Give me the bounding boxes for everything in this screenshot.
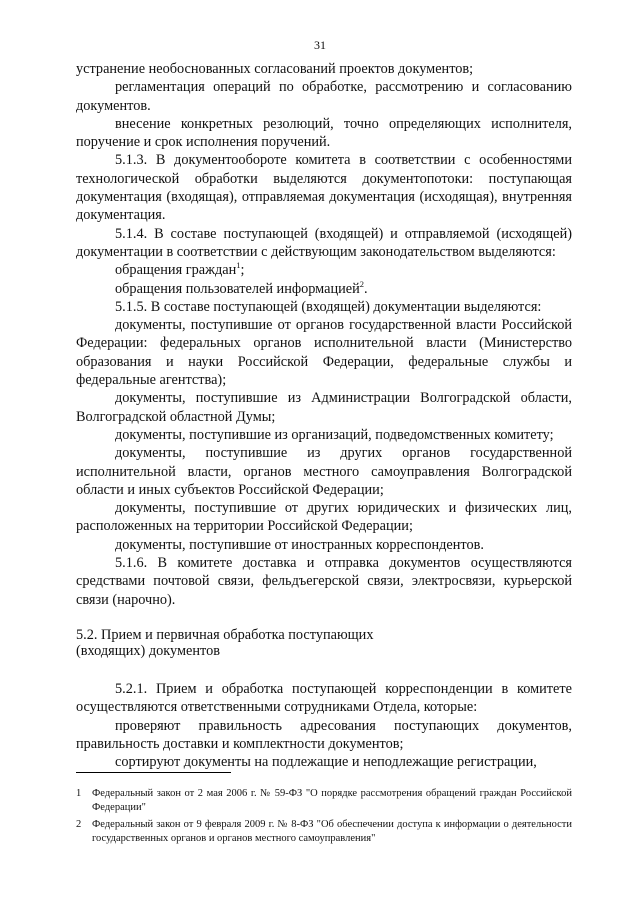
footnote-ref[interactable]: 2 — [359, 278, 365, 289]
paragraph: документы, поступившие от органов государственной власти Российской Федерации: федеральных органов исполнительной власти (Министерство образования и науки Российской Федерации, федеральные службы и федеральные агентства); — [76, 317, 572, 389]
paragraph-with-footnote — [76, 261, 572, 279]
footnote — [76, 787, 572, 814]
paragraph: 5.2.1. Прием и обработка поступающей корреспонденции в комитете осуществляются ответственными сотрудниками Отдела, которые: — [76, 680, 572, 716]
paragraph-punct: . — [364, 280, 368, 297]
paragraph-text: обращения граждан — [115, 262, 237, 279]
paragraph: 5.1.4. В составе поступающей (входящей) и отправляемой (исходящей) документации в соответствии с действующим законодательством выделяются: — [76, 225, 572, 260]
paragraph: документы, поступившие из организаций, подведомственных комитету; — [115, 426, 554, 443]
document-body — [76, 60, 572, 771]
paragraph: 5.1.3. В документообороте комитета в соответствии с особенностями технологической обработки выделяются документопотоки: поступающая документация (входящая), отправляемая документация (исходящая), внутренняя документация. — [76, 152, 572, 224]
footnote-number: 1 — [76, 788, 82, 799]
paragraph: внесение конкретных резолюций, точно определяющих исполнителя, поручение и срок исполнения поручений. — [76, 115, 572, 151]
paragraph-with-footnote — [76, 280, 572, 298]
footnote — [76, 818, 572, 845]
paragraph: регламентация операций по обработке, рассмотрению и согласованию документов. — [76, 79, 572, 114]
footnote-ref[interactable]: 1 — [236, 260, 241, 271]
paragraph: 5.1.5. В составе поступающей (входящей) документации выделяются: — [115, 298, 542, 315]
footnote-separator — [76, 772, 231, 773]
section-title — [76, 627, 572, 660]
paragraph: 5.1.6. В комитете доставка и отправка документов осуществляются средствами почтовой связи, фельдъегерской связи, электросвязи, курьерской связи (нарочно). — [76, 555, 572, 608]
paragraph: документы, поступившие из других органов государственной исполнительной власти, органов местного самоуправления Волгоградской области и иных субъектов Российской Федерации; — [76, 445, 572, 498]
section-title-line2: (входящих) документов — [76, 643, 220, 660]
paragraph: устранение необоснованных согласований проектов документов; — [76, 61, 474, 77]
paragraph: документы, поступившие от других юридических и физических лиц, расположенных на территории Российской Федерации; — [76, 500, 572, 535]
paragraph: проверяют правильность адресования поступающих документов, правильность доставки и комплектности документов; — [76, 717, 572, 752]
paragraph-punct: ; — [240, 262, 245, 279]
paragraph: документы, поступившие из Администрации Волгоградской области, Волгоградской областной Думы; — [76, 390, 572, 425]
paragraph: документы, поступившие от иностранных корреспондентов. — [115, 536, 484, 553]
footnotes — [76, 787, 572, 849]
footnote-text: Федеральный закон от 9 февраля 2009 г. № 8-ФЗ "Об обеспечении доступа к информации о деятельности государственных органов и органов местного самоуправления" — [92, 819, 572, 844]
footnote-text: Федеральный закон от 2 мая 2006 г. № 59-ФЗ "О порядке рассмотрения обращений граждан Российской Федерации" — [92, 788, 572, 813]
footnote-number: 2 — [76, 819, 82, 830]
paragraph-text: обращения пользователей информацией — [115, 280, 360, 297]
page-number: 31 — [314, 38, 326, 52]
section-title-line1: 5.2. Прием и первичная обработка поступающих — [76, 626, 374, 643]
paragraph: сортируют документы на подлежащие и неподлежащие регистрации, — [115, 754, 537, 771]
